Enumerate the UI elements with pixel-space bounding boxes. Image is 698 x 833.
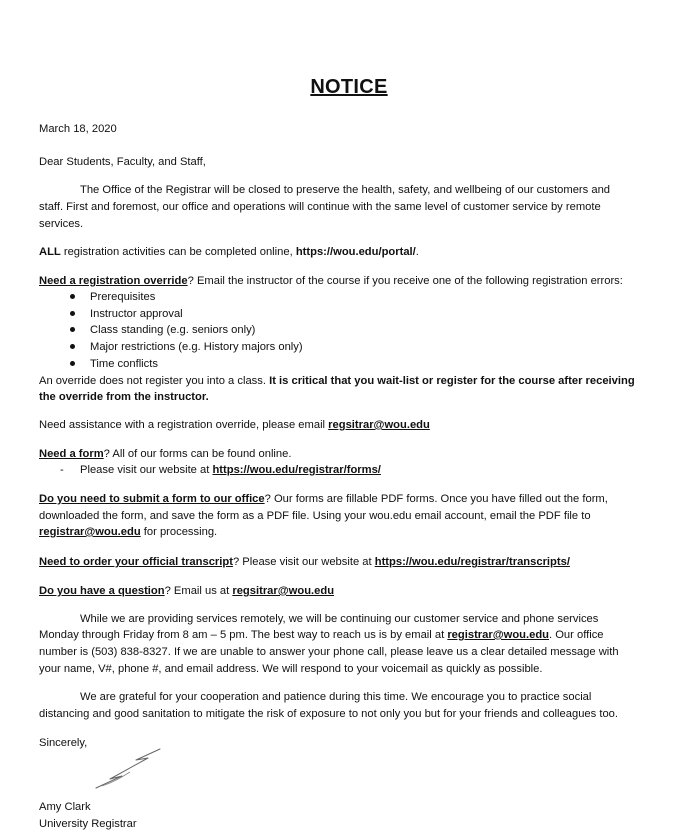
bullet-icon bbox=[70, 327, 75, 332]
remote-line-1: While we are providing services remotely, we will be continuing our customer service and phone services bbox=[80, 613, 599, 625]
closing-line-1: We are grateful for your cooperation and patience during this time. We encourage you to practice social bbox=[80, 691, 592, 703]
bullet-icon bbox=[70, 311, 75, 316]
submit-email-link[interactable]: registrar@wou.edu bbox=[39, 526, 141, 538]
assist-email-link[interactable]: regsitrar@wou.edu bbox=[328, 419, 430, 431]
assist-paragraph: Need assistance with a registration override, please email regsitrar@wou.edu bbox=[39, 419, 430, 431]
question-email-link[interactable]: regsitrar@wou.edu bbox=[232, 585, 335, 597]
form-paragraph: Need a form? All of our forms can be found online. bbox=[39, 448, 292, 460]
submit-line-2: downloaded the form, and save the form as a PDF file. Using your wou.edu email account, email the PDF file to bbox=[39, 510, 591, 522]
remote-email-link[interactable]: registrar@wou.edu bbox=[447, 629, 549, 641]
signer-role: University Registrar bbox=[39, 818, 137, 830]
override-note-line-1: An override does not register you into a class. It is critical that you wait-list or register for the course after receiving bbox=[39, 375, 635, 387]
signature-image bbox=[92, 746, 164, 792]
remote-line-3: number is (503) 838-8327. If we are unable to answer your phone call, please leave us a clear detailed message with bbox=[39, 646, 619, 658]
error-item: Major restrictions (e.g. History majors only) bbox=[90, 341, 303, 353]
bullet-icon bbox=[70, 294, 75, 299]
override-paragraph: Need a registration override? Email the instructor of the course if you receive one of the following registration errors: bbox=[39, 275, 623, 287]
bullet-icon bbox=[70, 344, 75, 349]
submit-heading: Do you need to submit a form to our office bbox=[39, 493, 265, 505]
submit-line-3: registrar@wou.edu for processing. bbox=[39, 526, 218, 538]
form-heading: Need a form bbox=[39, 448, 104, 460]
question-paragraph: Do you have a question? Email us at regsitrar@wou.edu bbox=[39, 585, 335, 597]
remote-line-4: your name, V#, phone #, and email address. We will respond to your voicemail as quickly as possible. bbox=[39, 663, 543, 675]
override-note-line-2: the override from the instructor. bbox=[39, 391, 209, 403]
intro-line-1: The Office of the Registrar will be closed to preserve the health, safety, and wellbeing of our customers and bbox=[80, 184, 611, 196]
transcripts-link[interactable]: https://wou.edu/registrar/transcripts/ bbox=[374, 556, 570, 568]
bullet-icon bbox=[70, 361, 75, 366]
closing-line-2: distancing and good sanitation to mitigate the risk of exposure to not only you but for your friends and colleagues too. bbox=[39, 708, 619, 720]
intro-line-2: staff. First and foremost, our office and operations will continue with the same level of customer service by remote bbox=[39, 201, 601, 213]
notice-date: March 18, 2020 bbox=[39, 123, 117, 135]
error-item: Instructor approval bbox=[90, 308, 183, 320]
greeting: Dear Students, Faculty, and Staff, bbox=[39, 156, 206, 168]
remote-line-2: Monday through Friday from 8 am – 5 pm. The best way to reach us is by email at registrar@wou.edu. Our office bbox=[39, 629, 604, 641]
portal-link[interactable]: https://wou.edu/portal/ bbox=[295, 246, 416, 258]
question-heading: Do you have a question bbox=[39, 585, 165, 597]
error-item: Prerequisites bbox=[90, 291, 156, 303]
error-item: Class standing (e.g. seniors only) bbox=[90, 324, 256, 336]
online-paragraph: ALL registration activities can be completed online, https://wou.edu/portal/. bbox=[39, 246, 419, 258]
dash-icon: - bbox=[60, 464, 64, 476]
submit-line-1: Do you need to submit a form to our office? Our forms are fillable PDF forms. Once you have filled out the form, bbox=[39, 493, 608, 505]
transcript-paragraph: Need to order your official transcript? Please visit our website at https://wou.edu/registrar/transcripts/ bbox=[39, 556, 570, 568]
signoff: Sincerely, bbox=[39, 737, 88, 749]
intro-line-3: services. bbox=[39, 218, 84, 230]
override-heading: Need a registration override bbox=[39, 275, 188, 287]
all-emphasis: ALL bbox=[39, 246, 61, 258]
page-title: NOTICE bbox=[310, 76, 388, 98]
form-visit: Please visit our website at https://wou.edu/registrar/forms/ bbox=[80, 464, 381, 476]
error-item: Time conflicts bbox=[90, 358, 158, 370]
signer-name: Amy Clark bbox=[39, 801, 91, 813]
forms-link[interactable]: https://wou.edu/registrar/forms/ bbox=[212, 464, 381, 476]
transcript-heading: Need to order your official transcript bbox=[39, 556, 233, 568]
